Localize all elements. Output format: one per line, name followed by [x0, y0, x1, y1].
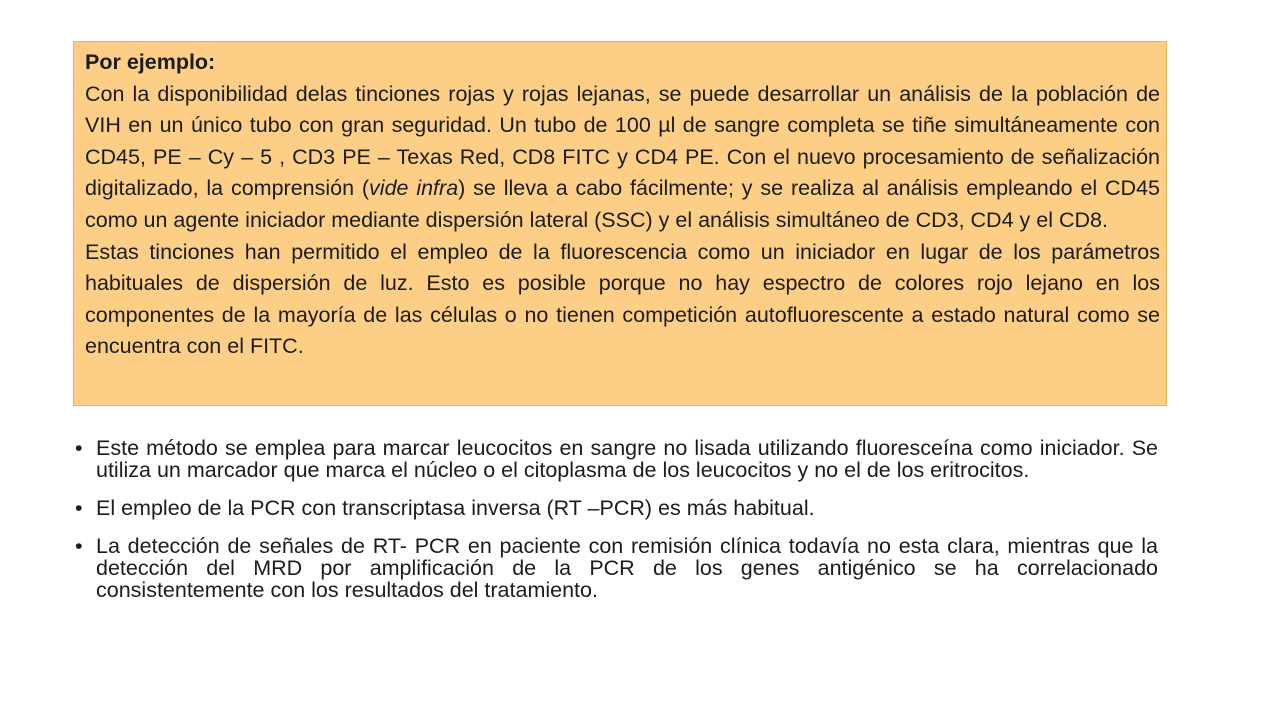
- callout-paragraph-1: [85, 79, 1160, 237]
- callout-paragraph-1-part-b: ) se lleva a cabo fácilmente; y se realiza al análisis empleando el CD45 como un agente iniciador mediante dispersión lateral (SSC) y el análisis simultáneo de CD3, CD4 y el CD8.: [85, 176, 1160, 232]
- callout-paragraph-1-italic: vide infra: [369, 176, 459, 201]
- bullet-item: [75, 497, 1158, 519]
- bullet-item: [75, 535, 1158, 601]
- callout-paragraph-1-part-a: Con la disponibilidad delas tinciones rojas y rojas lejanas, se puede desarrollar un análisis de la población de VIH en un único tubo con gran seguridad. Un tubo de 100 µl de sangre completa se tiñe simultáneamente con CD45, PE – Cy – 5 , CD3 PE – Texas Red, CD8 FITC y CD4 PE. Con el nuevo procesamiento de señalización digitalizado, la comprensión (: [85, 81, 1160, 201]
- bullet-marker: •: [75, 436, 83, 460]
- bullet-marker: •: [75, 534, 83, 558]
- bullet-text: Este método se emplea para marcar leucocitos en sangre no lisada utilizando fluoresceína como iniciador. Se utiliza un marcador que marca el núcleo o el citoplasma de los leucocitos y no el de los eritrocitos.: [96, 436, 1158, 482]
- bullet-marker: •: [75, 496, 83, 520]
- callout-paragraph-2: Estas tinciones han permitido el empleo de la fluorescencia como un iniciador en lugar de los parámetros habituales de dispersión de luz. Esto es posible porque no hay espectro de colores rojo lejano en los componentes de la mayoría de las células o no tienen competición autofluorescente a estado natural como se encuentra con el FITC.: [85, 239, 1160, 359]
- bullet-text: El empleo de la PCR con transcriptasa inversa (RT –PCR) es más habitual.: [96, 496, 815, 520]
- bullet-text: La detección de señales de RT- PCR en paciente con remisión clínica todavía no esta clara, mientras que la detección del MRD por amplificación de la PCR de los genes antigénico se ha correlacionado consistentemente con los resultados del tratamiento.: [96, 534, 1158, 602]
- bullet-list: [75, 437, 1158, 617]
- bullet-item: [75, 437, 1158, 481]
- callout-heading: Por ejemplo:: [85, 50, 216, 74]
- example-callout-text: [85, 47, 1160, 363]
